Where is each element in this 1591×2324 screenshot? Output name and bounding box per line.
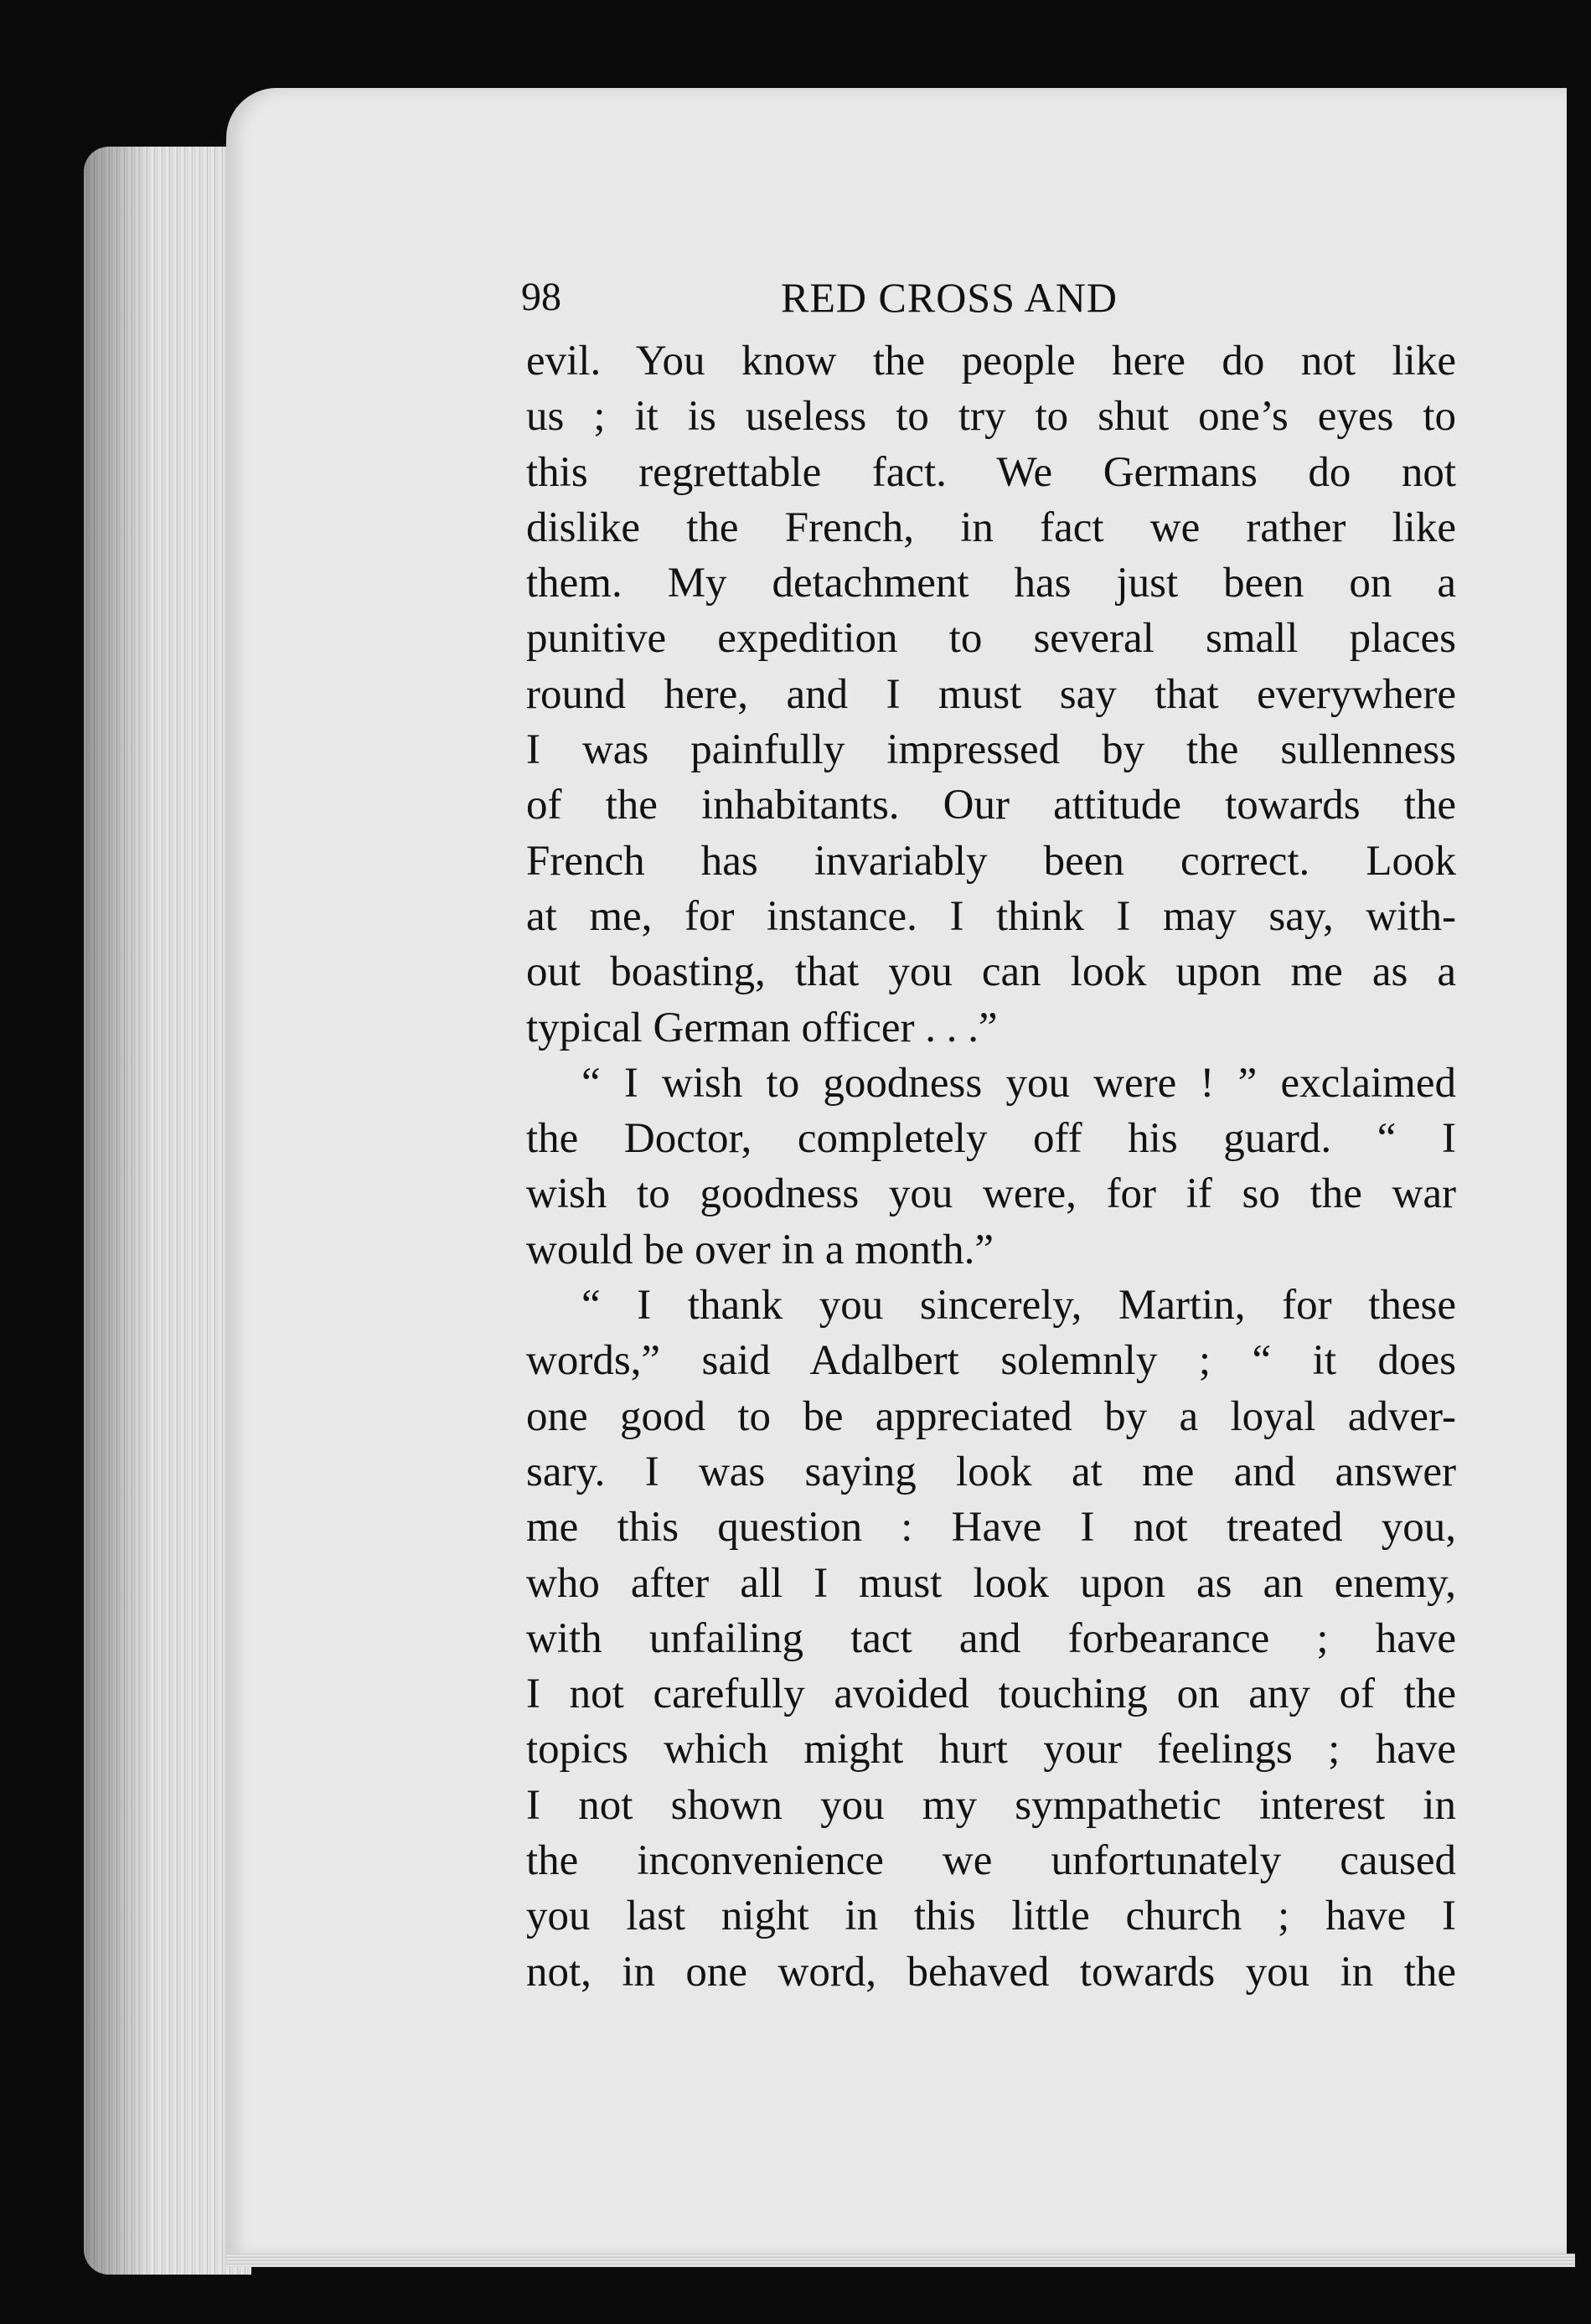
text-line: dislike the French, in fact we rather like (526, 504, 1456, 551)
text-line: I not carefully avoided touching on any of the (526, 1671, 1456, 1718)
page-bottom-edges (226, 2254, 1575, 2267)
text-line: punitive expedition to several small places (526, 615, 1456, 663)
running-title: RED CROSS AND (781, 274, 1118, 321)
text-line: round here, and I must say that everywhere (526, 670, 1456, 718)
text-line: them. My detachment has just been on a (526, 560, 1456, 607)
text-line: us ; it is useless to try to shut one’s eyes to (526, 393, 1456, 441)
text-line: the Doctor, completely off his guard. “ I (526, 1115, 1456, 1163)
text-line: “ I wish to goodness you were ! ” exclaimed (581, 1059, 1456, 1107)
text-line: I not shown you my sympathetic interest in (526, 1781, 1456, 1829)
text-line: me this question : Have I not treated you, (526, 1504, 1456, 1552)
text-line: would be over in a month.” (526, 1226, 994, 1273)
text-line: you last night in this little church ; have I (526, 1893, 1456, 1940)
body-text (526, 333, 1456, 2000)
text-line: evil. You know the people here do not like (526, 338, 1456, 385)
text-line: French has invariably been correct. Look (526, 837, 1456, 885)
page-number: 98 (521, 275, 561, 319)
text-line: words,” said Adalbert solemnly ; “ it does (526, 1337, 1456, 1385)
text-line: “ I thank you sincerely, Martin, for these (581, 1282, 1456, 1330)
text-line: who after all I must look upon as an enemy, (526, 1559, 1456, 1607)
running-head (521, 268, 1459, 327)
text-line: of the inhabitants. Our attitude towards the (526, 782, 1456, 829)
text-line: at me, for instance. I think I may say, with- (526, 892, 1456, 940)
text-line: with unfailing tact and forbearance ; have (526, 1614, 1456, 1662)
text-line: one good to be appreciated by a loyal adver- (526, 1392, 1456, 1440)
text-line: sary. I was saying look at me and answer (526, 1448, 1456, 1495)
text-line: out boasting, that you can look upon me as a (526, 948, 1456, 996)
text-line: wish to goodness you were, for if so the war (526, 1170, 1456, 1218)
text-line: typical German officer . . .” (526, 1004, 998, 1051)
text-line: topics which might hurt your feelings ; have (526, 1726, 1456, 1774)
text-line: the inconvenience we unfortunately caused (526, 1837, 1456, 1885)
text-line: I was painfully impressed by the sullenness (526, 726, 1456, 774)
text-line: this regrettable fact. We Germans do not (526, 448, 1456, 496)
text-line: not, in one word, behaved towards you in the (526, 1948, 1456, 1996)
